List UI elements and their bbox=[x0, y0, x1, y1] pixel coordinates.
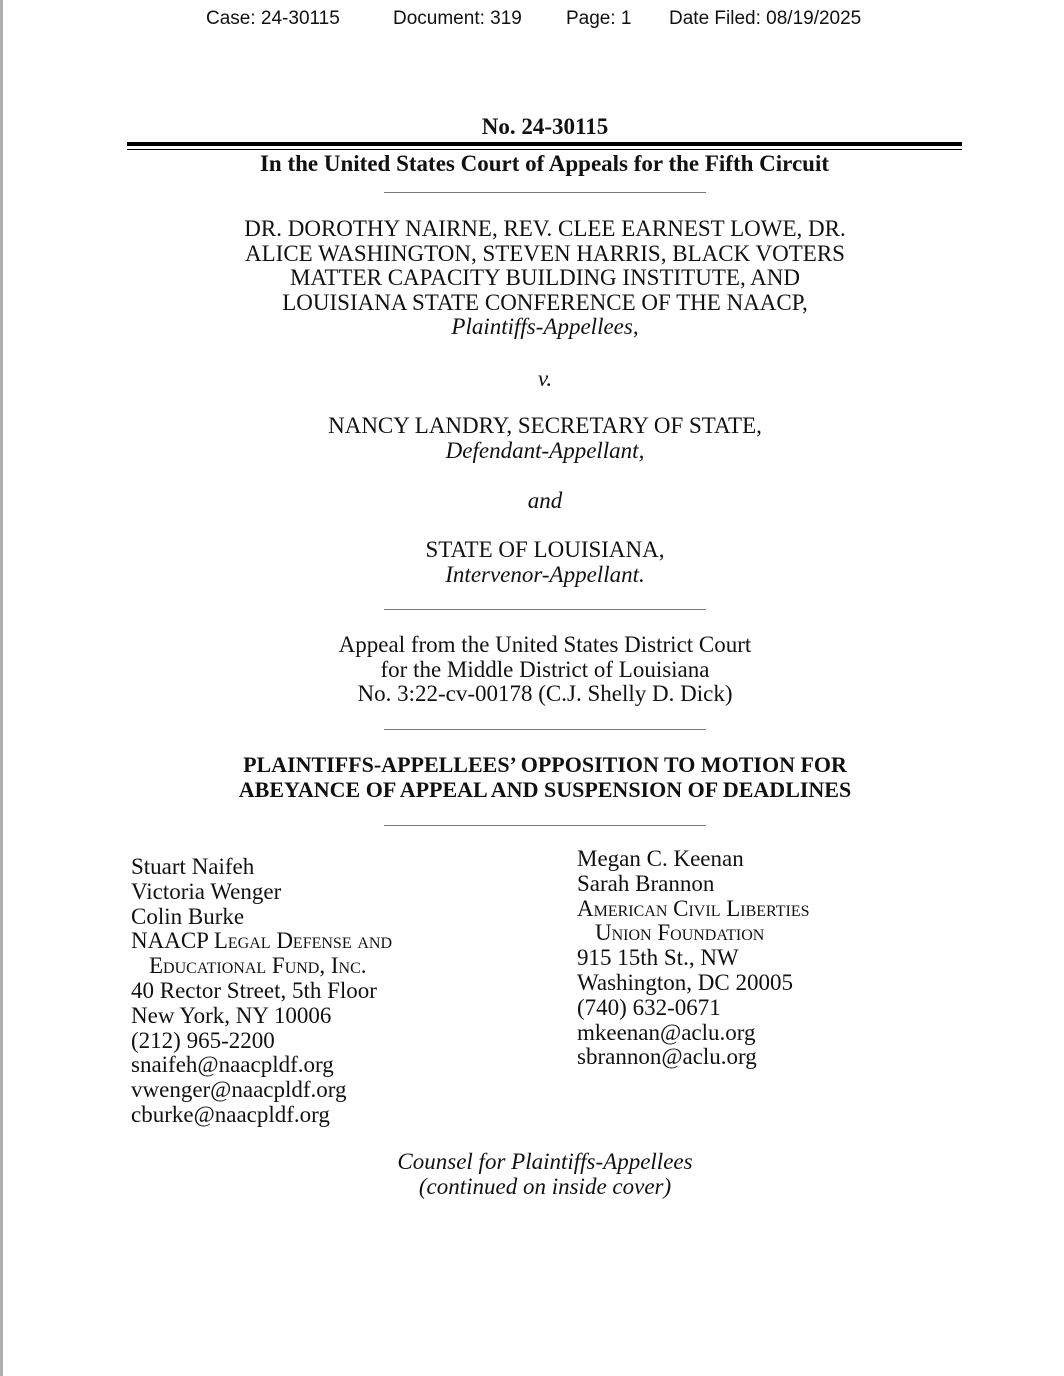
attorney-name: Stuart Naifeh bbox=[131, 854, 255, 879]
phone: (740) 632-0671 bbox=[577, 994, 721, 1020]
continued-note: (continued on inside cover) bbox=[418, 1174, 672, 1199]
organization-line: Union Foundation bbox=[595, 920, 765, 946]
separator-1 bbox=[384, 192, 706, 193]
motion-title bbox=[0, 752, 1064, 802]
counsel-left bbox=[131, 855, 392, 1128]
attorney-name: Colin Burke bbox=[131, 903, 245, 929]
defendant-role: Defendant-Appellant, bbox=[445, 437, 645, 463]
organization-line: NAACP Legal Defense and bbox=[131, 928, 393, 954]
plaintiffs-role: Plaintiffs-Appellees, bbox=[451, 314, 639, 339]
phone: (212) 965-2200 bbox=[131, 1027, 275, 1053]
conjunction: and bbox=[527, 488, 563, 513]
appeal-line: for the Middle District of Louisiana bbox=[380, 656, 710, 682]
intervenor-role: Intervenor-Appellant. bbox=[445, 561, 645, 587]
address-line: New York, NY 10006 bbox=[131, 1002, 332, 1028]
plaintiffs-line: ALICE WASHINGTON, STEVEN HARRIS, BLACK VOTERS bbox=[245, 240, 845, 266]
separator-2 bbox=[384, 609, 706, 610]
motion-title-line: ABEYANCE OF APPEAL AND SUSPENSION OF DEADLINES bbox=[238, 777, 852, 802]
appeal-line: Appeal from the United States District Court bbox=[338, 632, 752, 657]
counsel-right bbox=[577, 847, 810, 1070]
attorney-name: Victoria Wenger bbox=[131, 878, 282, 904]
separator-3 bbox=[384, 729, 706, 730]
header-page: Page: 1 bbox=[566, 8, 632, 29]
versus: v. bbox=[537, 366, 553, 391]
appeal-line: No. 3:22-cv-00178 (C.J. Shelly D. Dick) bbox=[357, 681, 733, 706]
separator-4 bbox=[384, 825, 706, 826]
title-rule-thick bbox=[127, 142, 962, 146]
defendant-name: NANCY LANDRY, SECRETARY OF STATE, bbox=[328, 413, 762, 438]
attorney-name: Megan C. Keenan bbox=[577, 846, 744, 871]
email: cburke@naacpldf.org bbox=[131, 1101, 330, 1127]
intervenor-block bbox=[0, 538, 1064, 587]
header-date-filed: Date Filed: 08/19/2025 bbox=[669, 8, 862, 29]
attorney-name: Sarah Brannon bbox=[577, 870, 715, 896]
court-name: In the United States Court of Appeals for the Fifth Circuit bbox=[259, 151, 830, 176]
case-number: No. 24-30115 bbox=[481, 114, 609, 139]
defendant-block bbox=[0, 414, 1064, 463]
email: sbrannon@aclu.org bbox=[577, 1044, 757, 1070]
title-rule-thin bbox=[127, 149, 962, 150]
plaintiffs-block bbox=[0, 217, 1064, 340]
address-line: Washington, DC 20005 bbox=[577, 969, 794, 995]
header-document: Document: 319 bbox=[393, 8, 522, 29]
organization-line: American Civil Liberties bbox=[577, 895, 810, 921]
motion-title-line: PLAINTIFFS-APPELLEES’ OPPOSITION TO MOTION FOR bbox=[243, 752, 847, 777]
counsel-footer bbox=[0, 1149, 1064, 1199]
email: mkeenan@aclu.org bbox=[577, 1019, 756, 1045]
plaintiffs-line: DR. DOROTHY NAIRNE, REV. CLEE EARNEST LOWE, DR. bbox=[244, 216, 846, 241]
email: snaifeh@naacpldf.org bbox=[131, 1052, 334, 1078]
plaintiffs-line: MATTER CAPACITY BUILDING INSTITUTE, AND bbox=[289, 265, 801, 290]
organization-line: Educational Fund, Inc. bbox=[149, 953, 367, 979]
intervenor-name: STATE OF LOUISIANA, bbox=[425, 537, 665, 562]
plaintiffs-line: LOUISIANA STATE CONFERENCE OF THE NAACP, bbox=[282, 289, 808, 315]
address-line: 915 15th St., NW bbox=[577, 945, 739, 971]
email: vwenger@naacpldf.org bbox=[131, 1077, 347, 1103]
counsel-for: Counsel for Plaintiffs-Appellees bbox=[397, 1149, 693, 1174]
header-case: Case: 24-30115 bbox=[206, 8, 340, 29]
appeal-from-block bbox=[0, 633, 1064, 707]
address-line: 40 Rector Street, 5th Floor bbox=[131, 977, 377, 1003]
